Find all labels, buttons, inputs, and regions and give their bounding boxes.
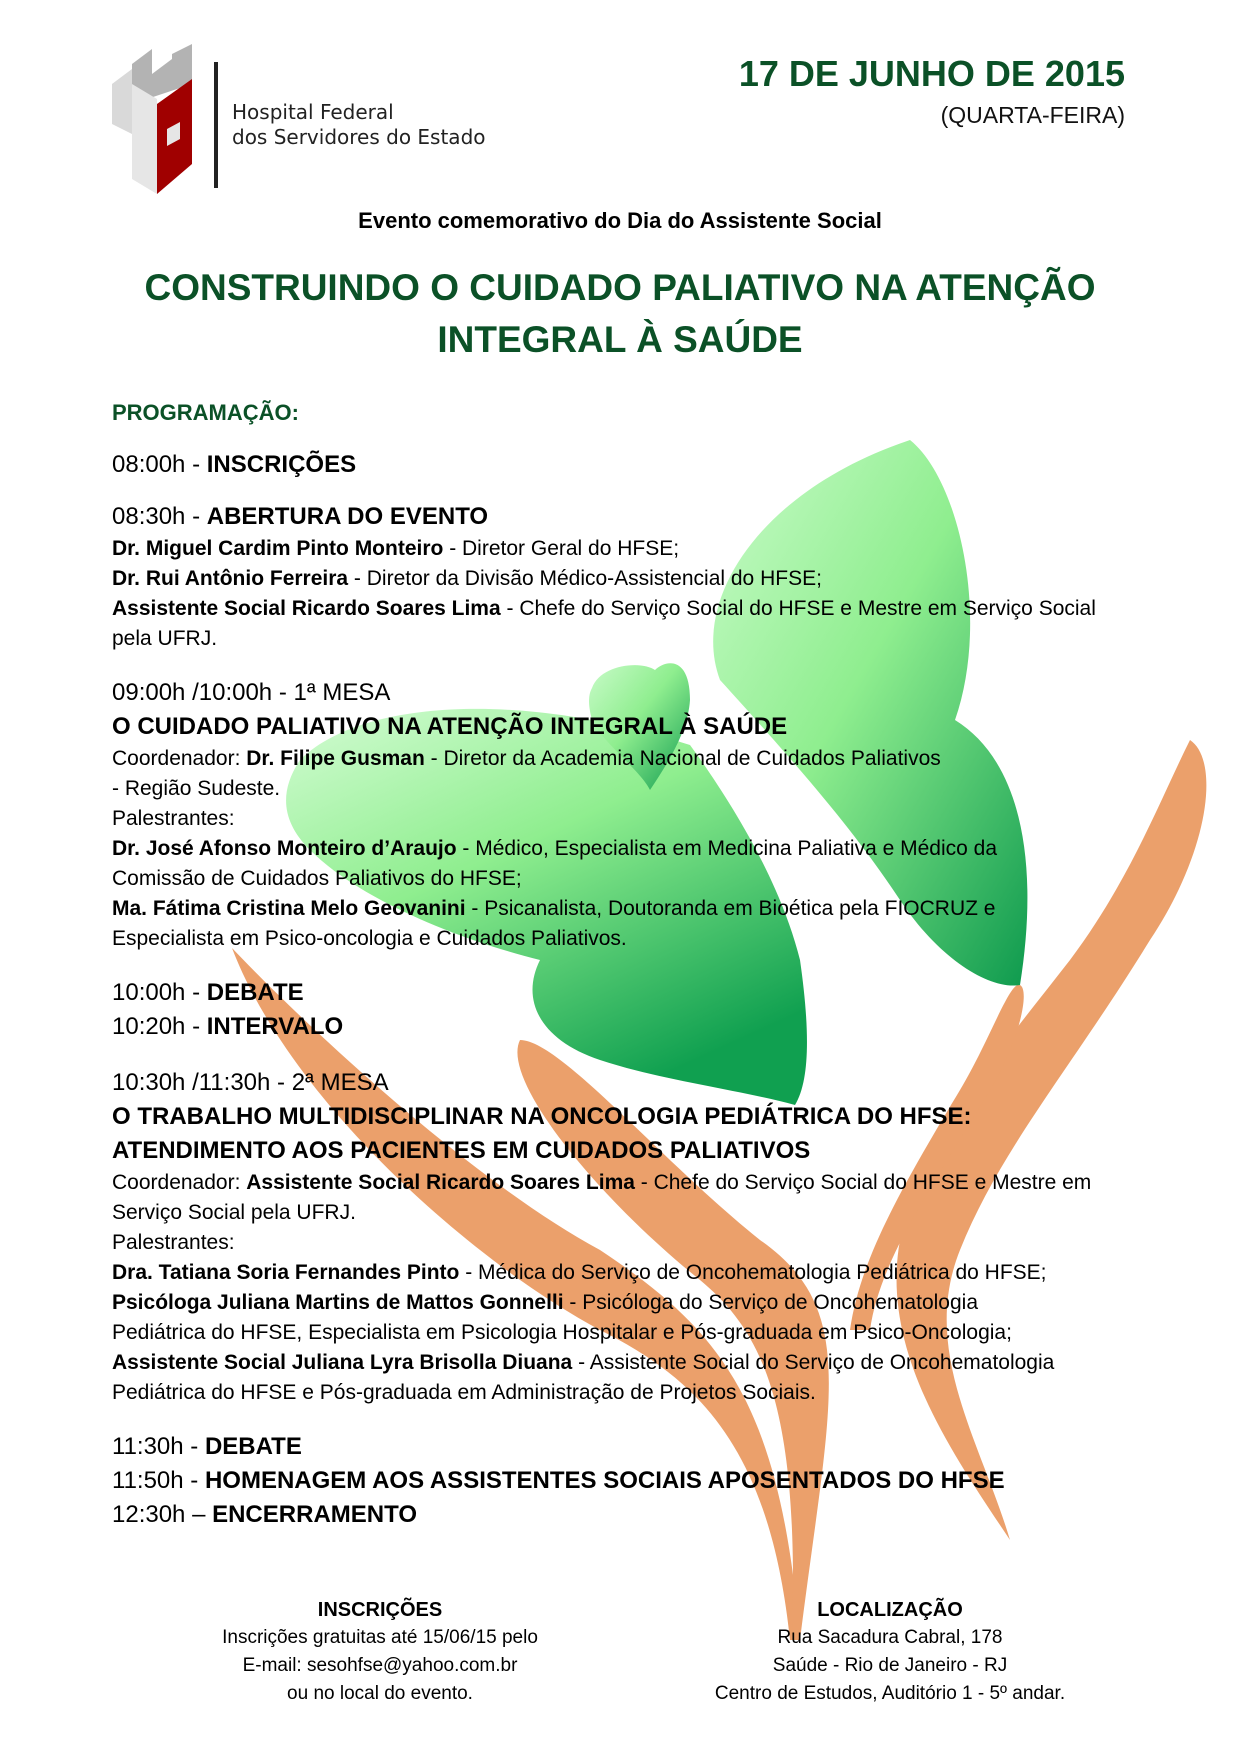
program-item-debate bbox=[112, 1430, 1132, 1464]
abertura-person bbox=[112, 534, 1132, 564]
item-label: INTERVALO bbox=[206, 1013, 344, 1040]
item-time: 10:20h - bbox=[112, 1013, 207, 1040]
program-item-debate bbox=[112, 976, 1132, 1010]
item-time: 12:30h – bbox=[112, 1501, 213, 1528]
address-room: Centro de Estudos, Auditório 1 - 5º andar. bbox=[714, 1683, 1066, 1704]
item-time: 08:30h - bbox=[112, 503, 207, 530]
item-label: INSCRIÇÕES bbox=[206, 451, 357, 478]
person-role-cont: pela UFRJ. bbox=[112, 627, 218, 650]
footer-inscricoes bbox=[180, 1596, 580, 1708]
program-item-intervalo bbox=[112, 1010, 1132, 1044]
speaker-role-cont: Comissão de Cuidados Paliativos do HFSE; bbox=[112, 867, 522, 890]
mesa1-title bbox=[112, 710, 1132, 744]
program-item-inscricoes bbox=[112, 448, 1132, 482]
address-street: Rua Sacadura Cabral, 178 bbox=[777, 1627, 1003, 1648]
program-list bbox=[112, 448, 1132, 1532]
mesa2-title-text: O TRABALHO MULTIDISCIPLINAR NA ONCOLOGIA PEDIÁTRICA DO HFSE: bbox=[112, 1103, 972, 1130]
person-name: Dr. Miguel Cardim Pinto Monteiro bbox=[112, 537, 444, 560]
coord-role-cont: Serviço Social pela UFRJ. bbox=[112, 1201, 356, 1224]
coord-role: - Chefe do Serviço Social do HFSE e Mestre em bbox=[634, 1171, 1092, 1194]
speaker-role-cont: Especialista em Psico-oncologia e Cuidados Paliativos. bbox=[112, 927, 627, 950]
event-subtitle: Evento comemorativo do Dia do Assistente Social bbox=[358, 208, 882, 233]
mesa2-speaker bbox=[112, 1348, 1132, 1378]
program-item-encerramento bbox=[112, 1498, 1132, 1532]
address-city: Saúde - Rio de Janeiro - RJ bbox=[772, 1655, 1008, 1676]
mesa2-speaker bbox=[112, 1258, 1132, 1288]
abertura-person bbox=[112, 564, 1132, 594]
footer-line: ou no local do evento. bbox=[287, 1683, 473, 1704]
event-title-line2: INTEGRAL À SAÚDE bbox=[437, 319, 803, 360]
speaker-role-cont: Pediátrica do HFSE, Especialista em Psicologia Hospitalar e Pós-graduada em Psico-Oncologia; bbox=[112, 1321, 1012, 1344]
item-label: HOMENAGEM AOS ASSISTENTES SOCIAIS APOSENTADOS DO HFSE bbox=[204, 1467, 1005, 1494]
coord-role: - Diretor da Academia Nacional de Cuidados Paliativos bbox=[424, 747, 941, 770]
mesa1-speaker bbox=[112, 834, 1132, 864]
program-heading: PROGRAMAÇÃO: bbox=[112, 400, 299, 425]
person-role: - Diretor da Divisão Médico-Assistencial do HFSE; bbox=[348, 567, 822, 590]
mesa2-coordinator bbox=[112, 1168, 1132, 1198]
abertura-person bbox=[112, 594, 1132, 624]
speaker-role: - Psicóloga do Serviço de Oncohematologia bbox=[563, 1291, 978, 1314]
mesa2-title-line2 bbox=[112, 1134, 1132, 1168]
coord-label: Coordenador: bbox=[112, 1171, 247, 1194]
speaker-role: - Médica do Serviço de Oncohematologia Pediátrica do HFSE; bbox=[459, 1261, 1047, 1284]
item-label: DEBATE bbox=[204, 1433, 302, 1460]
contact-email: E-mail: sesohfse@yahoo.com.br bbox=[242, 1655, 518, 1676]
speaker-name: Dr. José Afonso Monteiro d’Araujo bbox=[112, 837, 457, 860]
speakers-label: Palestrantes: bbox=[112, 807, 235, 830]
footer-localizacao bbox=[680, 1596, 1100, 1708]
footer-localizacao-heading: LOCALIZAÇÃO bbox=[817, 1599, 963, 1621]
item-time: 08:00h - bbox=[112, 451, 207, 478]
item-label: DEBATE bbox=[206, 979, 304, 1006]
event-title-line1: CONSTRUINDO O CUIDADO PALIATIVO NA ATENÇÃO bbox=[144, 267, 1096, 308]
speaker-role: - Médico, Especialista em Medicina Paliativa e Médico da bbox=[456, 837, 998, 860]
item-label: ABERTURA DO EVENTO bbox=[206, 503, 489, 530]
speaker-role: - Assistente Social do Serviço de Oncohematologia bbox=[572, 1351, 1055, 1374]
item-time: 11:30h - bbox=[112, 1433, 205, 1460]
footer-line: Inscrições gratuitas até 15/06/15 pelo bbox=[222, 1627, 538, 1648]
item-time: 10:00h - bbox=[112, 979, 207, 1006]
event-weekday: (QUARTA-FEIRA) bbox=[940, 102, 1125, 128]
hospital-name-line2: dos Servidores do Estado bbox=[232, 125, 486, 149]
speakers-label: Palestrantes: bbox=[112, 1231, 235, 1254]
mesa2-title-text: ATENDIMENTO AOS PACIENTES EM CUIDADOS PALIATIVOS bbox=[112, 1137, 811, 1164]
coord-label: Coordenador: bbox=[112, 747, 247, 770]
coord-name: Assistente Social Ricardo Soares Lima bbox=[246, 1171, 635, 1194]
event-title bbox=[100, 262, 1140, 366]
logo-divider bbox=[214, 62, 218, 188]
coord-role-cont: - Região Sudeste. bbox=[112, 777, 281, 800]
footer-inscricoes-heading: INSCRIÇÕES bbox=[317, 1599, 443, 1621]
speaker-name: Dra. Tatiana Soria Fernandes Pinto bbox=[112, 1261, 460, 1284]
item-time: 11:50h - bbox=[112, 1467, 205, 1494]
program-item-homenagem bbox=[112, 1464, 1132, 1498]
hospital-name-line1: Hospital Federal bbox=[232, 100, 394, 124]
hospital-name bbox=[232, 100, 486, 150]
mesa2-time: 10:30h /11:30h - 2ª MESA bbox=[112, 1069, 389, 1096]
speaker-name: Assistente Social Juliana Lyra Brisolla Diuana bbox=[112, 1351, 573, 1374]
speaker-name: Ma. Fátima Cristina Melo Geovanini bbox=[112, 897, 466, 920]
mesa1-speaker bbox=[112, 894, 1132, 924]
item-label: ENCERRAMENTO bbox=[212, 1501, 417, 1528]
person-role: - Diretor Geral do HFSE; bbox=[443, 537, 680, 560]
mesa2-title-line1 bbox=[112, 1100, 1132, 1134]
person-role: - Chefe do Serviço Social do HFSE e Mestre em Serviço Social bbox=[500, 597, 1096, 620]
mesa1-title-text: O CUIDADO PALIATIVO NA ATENÇÃO INTEGRAL À SAÚDE bbox=[112, 713, 788, 740]
person-name: Dr. Rui Antônio Ferreira bbox=[112, 567, 349, 590]
speaker-role: - Psicanalista, Doutoranda em Bioética pela FIOCRUZ e bbox=[465, 897, 996, 920]
speaker-name: Psicóloga Juliana Martins de Mattos Gonnelli bbox=[112, 1291, 564, 1314]
speaker-role-cont: Pediátrica do HFSE e Pós-graduada em Administração de Projetos Sociais. bbox=[112, 1381, 816, 1404]
mesa2-speaker bbox=[112, 1288, 1132, 1318]
mesa1-coordinator bbox=[112, 744, 1132, 774]
hospital-logo-mark bbox=[112, 44, 207, 204]
coord-name: Dr. Filipe Gusman bbox=[246, 747, 425, 770]
event-date bbox=[739, 52, 1125, 130]
person-name: Assistente Social Ricardo Soares Lima bbox=[112, 597, 501, 620]
mesa1-time: 09:00h /10:00h - 1ª MESA bbox=[112, 679, 391, 706]
program-item-abertura bbox=[112, 500, 1132, 534]
event-date-main: 17 DE JUNHO DE 2015 bbox=[738, 53, 1125, 94]
